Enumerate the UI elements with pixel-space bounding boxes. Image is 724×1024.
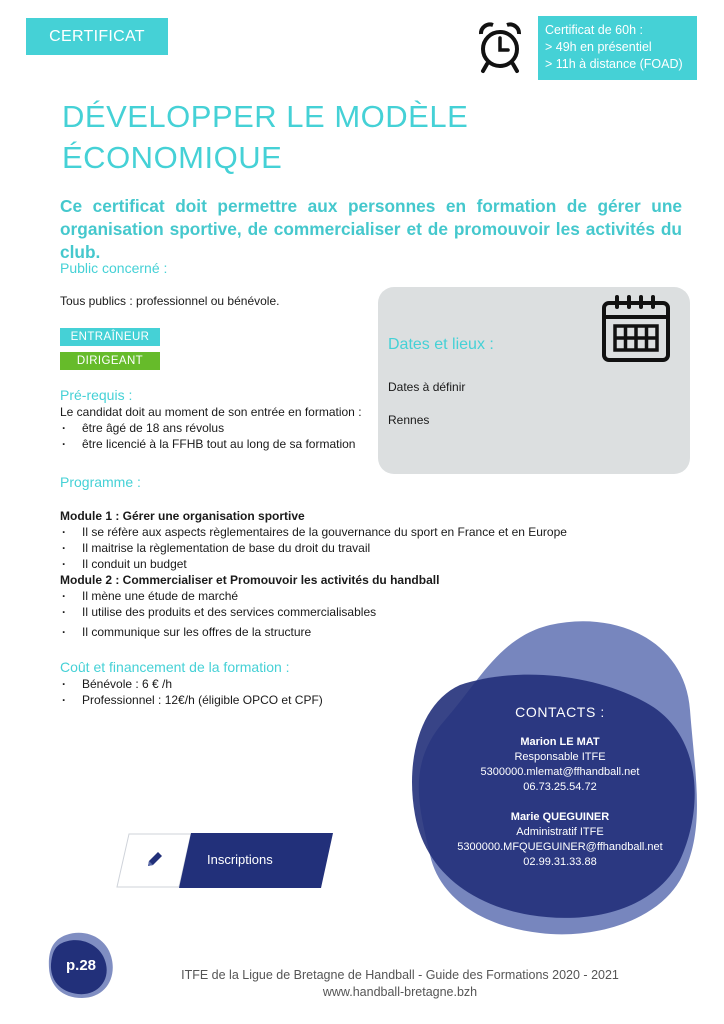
contact-role: Administratif ITFE xyxy=(516,826,604,838)
public-text: Tous publics : professionnel ou bénévole. xyxy=(60,294,280,308)
pencil-icon xyxy=(145,849,165,869)
cert-presentiel-line: > 49h en présentiel xyxy=(545,40,652,54)
certificate-tag: CERTIFICAT xyxy=(26,18,168,55)
prereq-section xyxy=(60,404,380,452)
calendar-icon xyxy=(601,293,671,363)
footer xyxy=(150,967,650,1001)
prereq-list xyxy=(60,420,380,452)
page-title xyxy=(62,96,622,178)
alarm-clock-icon xyxy=(476,20,524,74)
programme-heading: Programme : xyxy=(60,474,141,490)
contacts-panel xyxy=(440,705,680,870)
cost-heading: Coût et financement de la formation : xyxy=(60,659,290,675)
footer-line-1: ITFE de la Ligue de Bretagne de Handball - Guide des Formations 2020 - 2021 xyxy=(181,968,619,982)
contact-name: Marion LE MAT xyxy=(520,736,600,748)
list-item: · Professionnel : 12€/h (éligible OPCO et CPF) xyxy=(60,692,380,708)
contact-2 xyxy=(440,810,680,870)
contact-1 xyxy=(440,735,680,795)
intro-paragraph: Ce certificat doit permettre aux personnes en formation de gérer une organisation sportive, de commercialiser et de promouvoir les activités du club. xyxy=(60,196,682,262)
prereq-heading: Pré-requis : xyxy=(60,387,133,403)
contact-email[interactable]: 5300000.MFQUEGUINER@ffhandball.net xyxy=(457,841,663,853)
dates-value: Dates à définir xyxy=(388,380,466,394)
dates-heading: Dates et lieux : xyxy=(388,336,494,353)
contact-phone: 02.99.31.33.88 xyxy=(523,856,597,868)
module1-list xyxy=(60,524,680,572)
contacts-heading: CONTACTS : xyxy=(515,704,605,720)
contact-email[interactable]: 5300000.mlemat@ffhandball.net xyxy=(480,766,640,778)
contact-role: Responsable ITFE xyxy=(514,751,606,763)
tag-entraineur: ENTRAÎNEUR xyxy=(60,328,160,346)
module2-title: Module 2 : Commercialiser et Promouvoir les activités du handball xyxy=(60,573,440,587)
prereq-intro: Le candidat doit au moment de son entrée en formation : xyxy=(60,405,362,419)
tag-dirigeant: DIRIGEANT xyxy=(60,352,160,370)
list-item: · Il conduit un budget xyxy=(60,556,680,572)
list-item: · Il maitrise la règlementation de base du droit du travail xyxy=(60,540,680,556)
cert-distance-line: > 11h à distance (FOAD) xyxy=(545,57,683,71)
contact-phone: 06.73.25.54.72 xyxy=(523,781,597,793)
cert-hours-line: Certificat de 60h : xyxy=(545,23,643,37)
title-line-1: DÉVELOPPER LE MODÈLE xyxy=(62,99,469,134)
dates-place: Rennes xyxy=(388,413,430,427)
list-item: · Il se réfère aux aspects règlementaires de la gouvernance du sport en France et en Europe xyxy=(60,524,680,540)
list-item: · Il utilise des produits et des services commercialisables xyxy=(60,604,680,620)
list-item: · Il communique sur les offres de la structure xyxy=(60,624,680,640)
inscriptions-button[interactable] xyxy=(115,833,333,888)
contact-name: Marie QUEGUINER xyxy=(510,811,610,823)
list-item: · Bénévole : 6 € /h xyxy=(60,676,380,692)
list-item: · être licencié à la FFHB tout au long de sa formation xyxy=(60,436,380,452)
list-item: · être âgé de 18 ans révolus xyxy=(60,420,380,436)
cost-list xyxy=(60,676,380,708)
footer-url[interactable]: www.handball-bretagne.bzh xyxy=(322,985,478,999)
inscriptions-label: Inscriptions xyxy=(207,852,273,867)
list-item: · Il mène une étude de marché xyxy=(60,588,680,604)
certificate-hours-box xyxy=(538,16,697,80)
module1-title: Module 1 : Gérer une organisation sportive xyxy=(60,509,305,523)
title-line-2: ÉCONOMIQUE xyxy=(62,140,283,175)
public-heading: Public concerné : xyxy=(60,260,168,276)
page-number: p.28 xyxy=(65,957,96,974)
